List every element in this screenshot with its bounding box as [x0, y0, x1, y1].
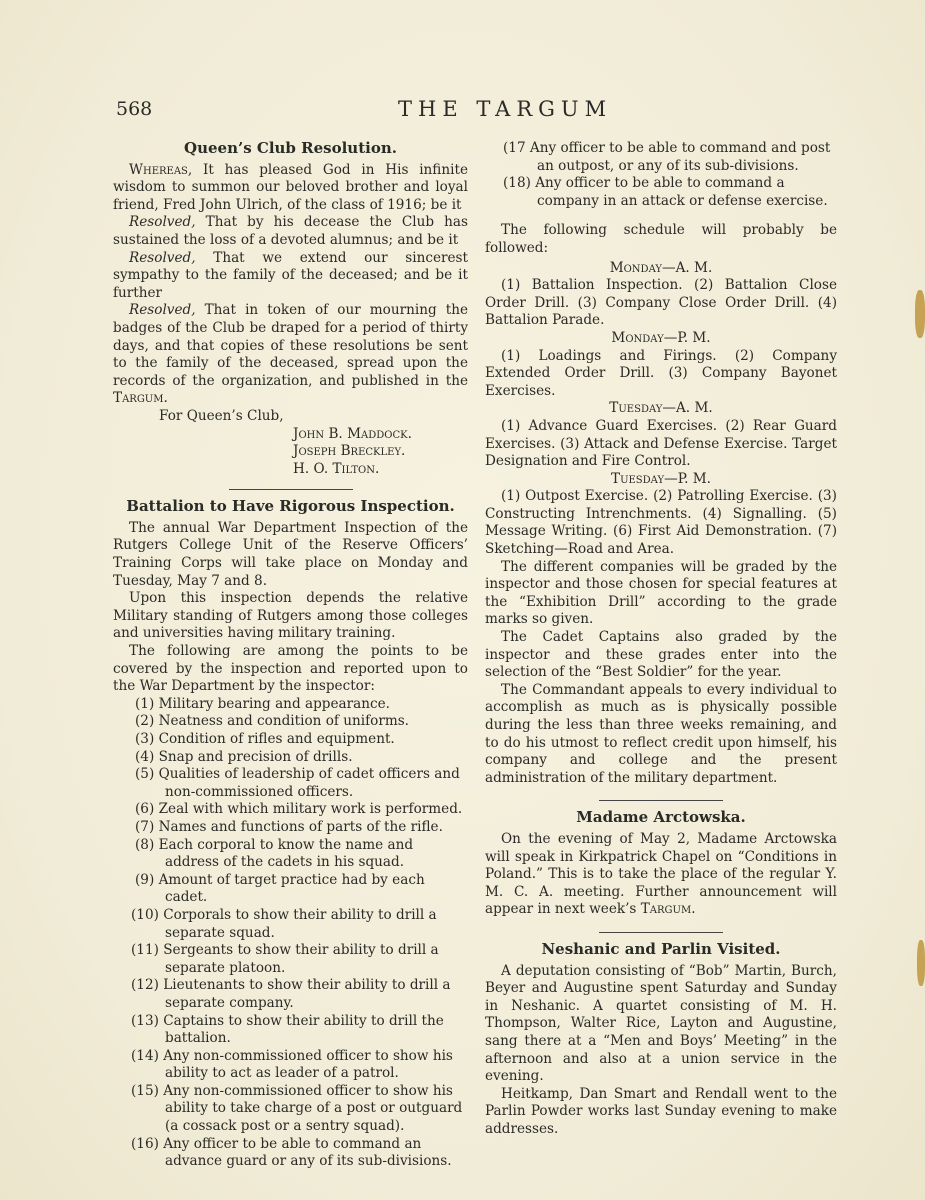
- inspection-points: [113, 696, 468, 1171]
- battalion-title: Battalion to Have Rigorous Inspection.: [126, 497, 455, 516]
- battalion-graded: The different companies will be graded by the inspector and those chosen for special features at the “Exhibition Drill” according to the grade marks so given.: [485, 558, 837, 628]
- right-column: [485, 140, 837, 1138]
- signature-2: Joseph Breckley.: [293, 443, 406, 460]
- schedule-heading: Tuesday—P. M.: [611, 470, 711, 487]
- neshanic-p2: Heitkamp, Dan Smart and Rendall went to the Parlin Powder works last Sunday evening to make addresses.: [485, 1085, 837, 1137]
- page-stain: [915, 290, 925, 338]
- inspection-point: (17 Any officer to be able to command and post an outpost, or any of its sub-divisions.: [503, 140, 831, 174]
- schedule-intro: The following schedule will probably be followed:: [485, 222, 837, 256]
- inspection-point: (8) Each corporal to know the name and address of the cadets in his squad.: [135, 836, 414, 871]
- inspection-point: (13) Captains to show their ability to drill the battalion.: [131, 1012, 444, 1047]
- inspection-point: (5) Qualities of leadership of cadet officers and non-commissioned officers.: [135, 766, 460, 800]
- inspection-point: (4) Snap and precision of drills.: [135, 748, 353, 765]
- battalion-captains: The Cadet Captains also graded by the inspector and these grades enter into the selection of the “Best Soldier” for the year.: [485, 629, 837, 681]
- queens-p1: Whereas, It has pleased God in His infinite wisdom to summon our beloved brother and loyal friend, Fred John Ulrich, of the class of 1916; be it: [113, 161, 468, 213]
- inspection-point: (1) Military bearing and appearance.: [135, 695, 390, 712]
- queens-p3: Resolved, That we extend our sincerest sympathy to the family of the deceased; and be it further: [113, 249, 468, 301]
- schedule-heading: Tuesday—A. M.: [609, 400, 713, 417]
- queens-p2: Resolved, That by his decease the Club has sustained the loss of a devoted alumnus; and be it: [113, 214, 468, 248]
- schedule-heading: Monday—P. M.: [611, 329, 711, 346]
- inspection-point: (9) Amount of target practice had by each cadet.: [135, 871, 425, 906]
- battalion-appeal: The Commandant appeals to every individual to accomplish as much as is physically possible during the less than three weeks remaining, and to do his utmost to reflect credit upon himself, his company and college and the present administration of the military department.: [485, 681, 837, 786]
- divider: [599, 800, 723, 801]
- battalion-p2: Upon this inspection depends the relative Military standing of Rutgers among those colleges and universities having military training.: [113, 590, 468, 642]
- inspection-point: (11) Sergeants to show their ability to drill a separate platoon.: [131, 942, 439, 976]
- inspection-point: (6) Zeal with which military work is performed.: [135, 801, 463, 818]
- neshanic-title: Neshanic and Parlin Visited.: [541, 939, 781, 958]
- masthead: THE TARGUM: [398, 97, 613, 121]
- inspection-point: (2) Neatness and condition of uniforms.: [135, 713, 410, 730]
- inspection-point: (18) Any officer to be able to command a company in an attack or defense exercise.: [503, 175, 828, 209]
- page-number: 568: [116, 98, 153, 120]
- queens-for: For Queen’s Club,: [159, 407, 284, 424]
- divider: [599, 932, 723, 933]
- signature-3: H. O. Tilton.: [293, 460, 380, 477]
- queens-title: Queen’s Club Resolution.: [184, 139, 397, 157]
- inspection-point: (16) Any officer to be able to command an advance guard or any of its sub-divisions.: [131, 1135, 452, 1170]
- inspection-point: (15) Any non-commissioned officer to show his ability to take charge of a post or outguard (a cossack post or a sentry squad).: [131, 1082, 463, 1135]
- inspection-point: (3) Condition of rifles and equipment.: [135, 731, 395, 747]
- battalion-p3: The following are among the points to be covered by the inspection and reported upon to the War Department by the inspector:: [113, 643, 468, 695]
- schedule-tuesday-am: (1) Advance Guard Exercises. (2) Rear Guard Exercises. (3) Attack and Defense Exercise. Target Designation and Fire Control.: [485, 417, 837, 470]
- inspection-point: (14) Any non-commissioned officer to show his ability to act as leader of a patrol.: [131, 1047, 453, 1082]
- inspection-point: (10) Corporals to show their ability to drill a separate squad.: [131, 906, 437, 941]
- page-stain: [917, 940, 925, 986]
- arctowska-p1: On the evening of May 2, Madame Arctowska will speak in Kirkpatrick Chapel on “Conditions in Poland.” This is to take the place of the regular Y. M. C. A. meeting. Further announcement will appear in next week’s Targum.: [485, 830, 837, 918]
- schedule-monday-am: (1) Battalion Inspection. (2) Battalion Close Order Drill. (3) Company Close Order Drill. (4) Battalion Parade.: [485, 277, 837, 329]
- neshanic-p1: A deputation consisting of “Bob” Martin, Burch, Beyer and Augustine spent Saturday and Sunday in Neshanic. A quartet consisting of M. H. Thompson, Walter Rice, Layton and Augustine, sang there at a “Men and Boys’ Meeting” in the afternoon and also at a union service in the evening.: [485, 962, 837, 1085]
- battalion-p1: The annual War Department Inspection of the Rutgers College Unit of the Reserve Officers’ Training Corps will take place on Monday and Tuesday, May 7 and 8.: [113, 519, 468, 589]
- inspection-point: (7) Names and functions of parts of the rifle.: [135, 818, 443, 835]
- arctowska-title: Madame Arctowska.: [576, 808, 746, 827]
- signature-1: John B. Maddock.: [293, 425, 412, 442]
- inspection-point: (12) Lieutenants to show their ability to drill a separate company.: [131, 977, 451, 1011]
- schedule-heading: Monday—A. M.: [609, 259, 713, 276]
- divider: [229, 489, 353, 490]
- left-column: [113, 134, 468, 1171]
- schedule-monday-pm: (1) Loadings and Firings. (2) Company Extended Order Drill. (3) Company Bayonet Exercises.: [485, 347, 837, 399]
- schedule-tuesday-pm: (1) Outpost Exercise. (2) Patrolling Exercise. (3) Constructing Intrenchments. (4) Signalling. (5) Message Writing. (6) First Aid Demonstration. (7) Sketching—Road and Area.: [485, 488, 837, 558]
- queens-p4: Resolved, That in token of our mourning the badges of the Club be draped for a period of thirty days, and that copies of these resolutions be sent to the family of the deceased, spread upon the records of the organization, and published in the Targum.: [113, 302, 468, 407]
